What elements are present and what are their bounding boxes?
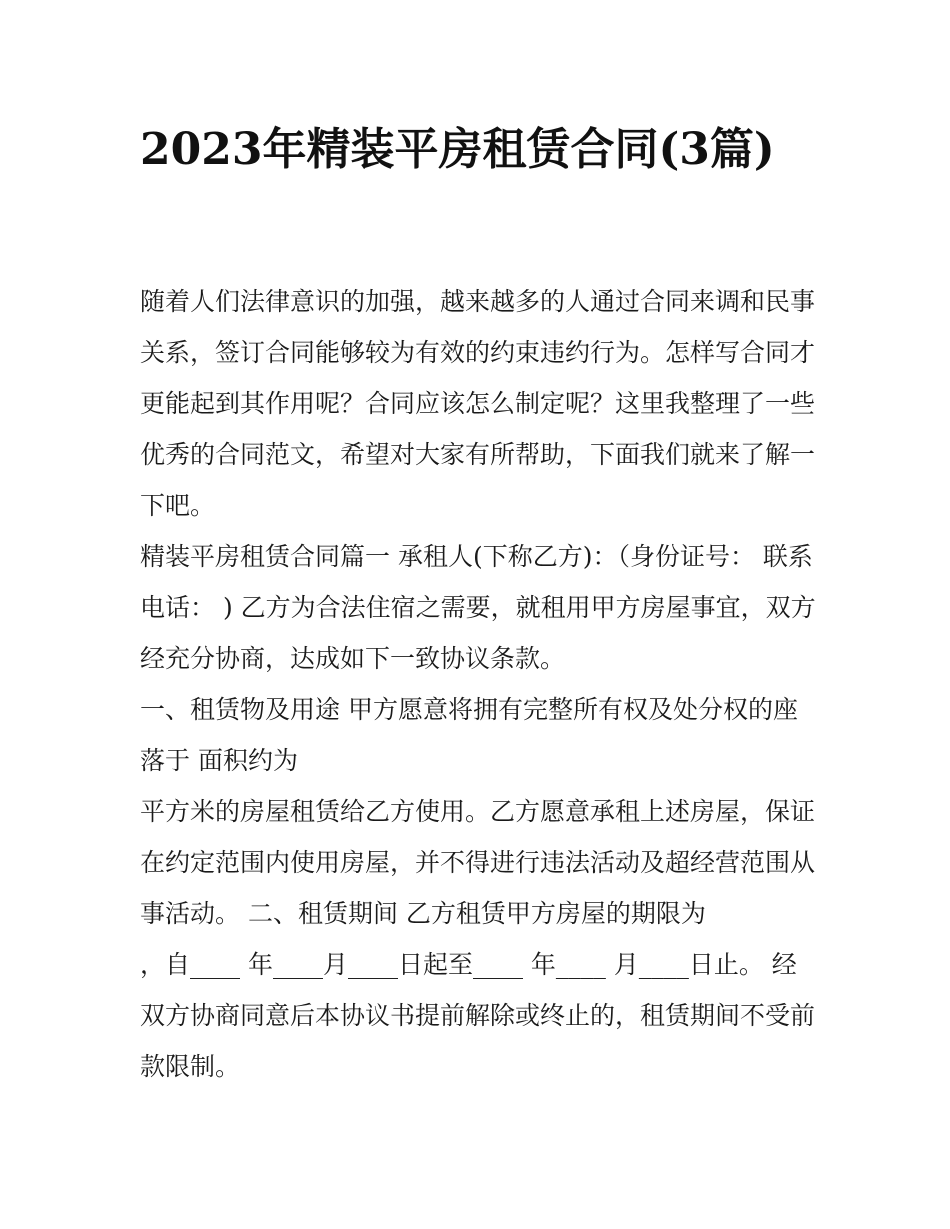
clause-1-paragraph: 一、租赁物及用途 甲方愿意将拥有完整所有权及处分权的座落于 面积约为 bbox=[140, 695, 798, 775]
document-title: 2023年精装平房租赁合同(3篇) bbox=[140, 124, 775, 175]
document-body bbox=[140, 276, 820, 1092]
contract-header-paragraph: 精装平房租赁合同篇一 承租人(下称乙方)：（身份证号： 联系电话： ) 乙方为合法住宿之需要，就租用甲方房屋事宜，双方经充分协商，达成如下一致协议条款。 bbox=[140, 542, 816, 673]
lease-term-paragraph: ，自____ 年____月____日起至____ 年____ 月____日止。 经双方协商同意后本协议书提前解除或终止的，租赁期间不受前款限制。 bbox=[140, 950, 816, 1081]
intro-paragraph: 随着人们法律意识的加强，越来越多的人通过合同来调和民事关系，签订合同能够较为有效的约束违约行为。怎样写合同才更能起到其作用呢？合同应该怎么制定呢？这里我整理了一些优秀的合同范文，希望对大家有所帮助，下面我们就来了解一下吧。 bbox=[140, 287, 816, 520]
clause-1-continued-paragraph: 平方米的房屋租赁给乙方使用。乙方愿意承租上述房屋，保证在约定范围内使用房屋，并不得进行违法活动及超经营范围从事活动。 二、租赁期间 乙方租赁甲方房屋的期限为 bbox=[140, 797, 816, 928]
